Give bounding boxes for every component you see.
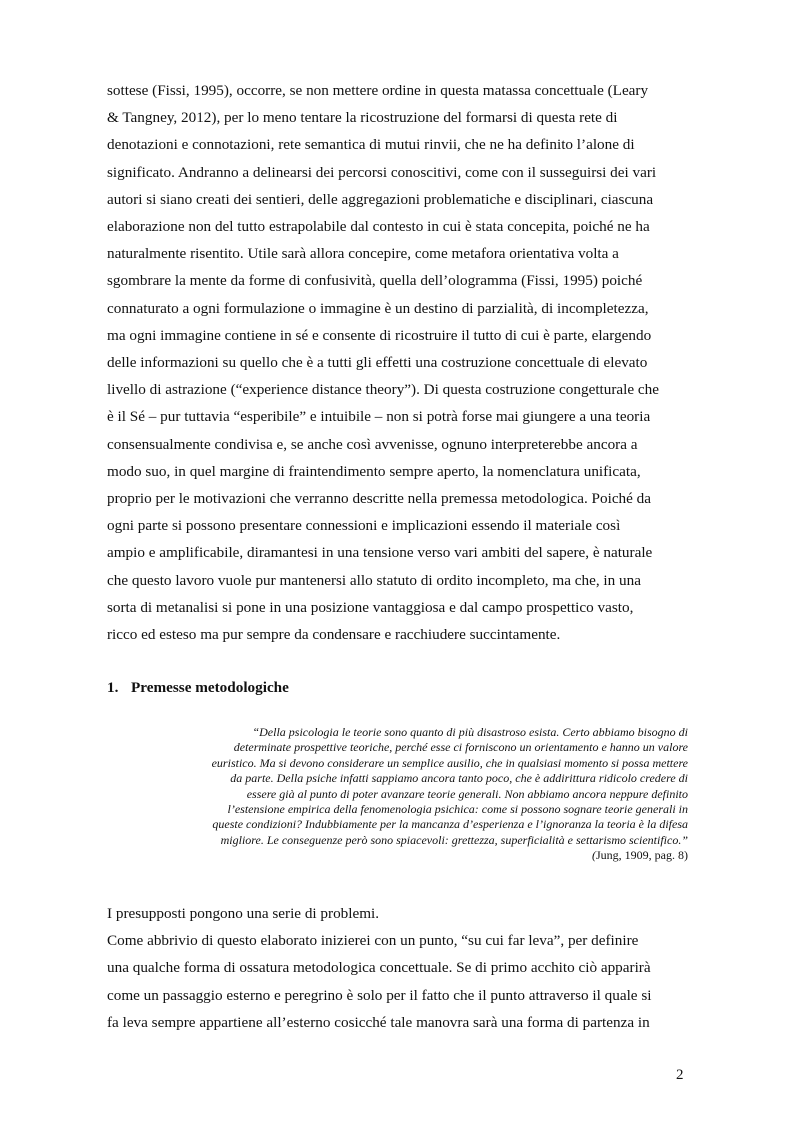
quote-line: l’estensione empirica della fenomenologia psichica: come si possono sognare teorie generali in [227,802,688,817]
quote-line: migliore. Le conseguenze però sono spiacevoli: grettezza, superficialità e settarismo scientifico.” [220,832,688,847]
quote-line: da parte. Della psiche infatti sappiamo ancora tanto poco, che è addirittura ridicolo credere di [230,771,688,786]
text-line: connaturato a ogni formulazione o immagine è un destino di parzialità, di incompletezza, [107,299,649,317]
text-line: delle informazioni su quello che è a tutti gli effetti una costruzione concettuale di elevato [107,354,648,372]
text-line: denotazioni e connotazioni, rete semantica di mutui rinvii, che ne ha definito l’alone di [107,136,635,154]
section-title: Premesse metodologiche [131,679,289,696]
text-line: sgombrare la mente da forme di confusività, quella dell’ologramma (Fissi, 1995) poiché [107,272,643,290]
quote-line: “Della psicologia le teorie sono quanto di più disastroso esista. Certo abbiamo bisogno di [252,725,688,739]
page-number: 2 [676,1067,684,1083]
text-line: ampio e amplificabile, diramantesi in una tensione verso vari ambiti del sapere, è naturale [107,544,653,562]
quote-line: euristico. Ma si devono considerare un semplice ausilio, che in qualsiasi momento si possa mettere [211,755,688,770]
quote-line: determinate prospettive teoriche, perché esse ci forniscono un orientamento e hanno un valore [233,740,688,755]
citation-open: ( [592,848,596,863]
citation-text: Jung, 1909, pag. 8) [596,848,688,863]
text-line: Come abbrivio di questo elaborato inizierei con un punto, “su cui far leva”, per definire [107,932,639,950]
text-line: naturalmente risentito. Utile sarà allora concepire, come metafora orientativa volta a [107,245,619,263]
quote-line: queste condizioni? Indubbiamente per la mancanza d’esperienza e l’ignoranza la teoria è la difesa [212,817,688,832]
text-line: proprio per le motivazioni che verranno descritte nella premessa metodologica. Poiché da [107,490,652,508]
text-line: modo suo, in quel margine di fraintendimento sempre aperto, la nomenclatura unificata, [107,462,641,480]
text-line: sottese (Fissi, 1995), occorre, se non mettere ordine in questa matassa concettuale (Leary [107,82,649,99]
text-line: è il Sé – pur tuttavia “esperibile” e intuibile – non si potrà forse mai giungere a una teoria [107,408,651,426]
text-line: ma ogni immagine contiene in sé e consente di ricostruire il tutto di cui è parte, elargendo [107,326,652,344]
quote-citation [140,848,688,863]
text-line: che questo lavoro vuole pur mantenersi allo statuto di ordito incompleto, ma che, in una [107,571,641,589]
epigraph-quote [140,725,688,864]
text-line: fa leva sempre appartiene all’esterno cosicché tale manovra sarà una forma di partenza in [107,1013,650,1031]
text-line: & Tangney, 2012), per lo meno tentare la ricostruzione del formarsi di questa rete di [107,109,618,127]
section-number: 1. [107,679,119,696]
text-line: significato. Andranno a delinearsi dei percorsi conoscitivi, come con il susseguirsi dei vari [107,163,657,181]
text-line: livello di astrazione (“experience distance theory”). Di questa costruzione congetturale che [107,381,659,399]
text-line: I presupposti pongono una serie di problemi. [107,905,380,922]
section-heading [107,676,289,700]
quote-line: essere già al punto di poter avanzare teorie generali. Non abbiamo ancora neppure definito [246,786,688,801]
text-line: elaborazione non del tutto estrapolabile dal contesto in cui è stata concepita, poiché ne ha [107,218,650,236]
text-line: consensualmente condivisa e, se anche così avvenisse, ognuno interpreterebbe ancora a [107,435,638,453]
text-line: sorta di metanalisi si pone in una posizione vantaggiosa e dal campo prospettico vasto, [107,598,634,616]
text-line: ogni parte si possono presentare connessioni e implicazioni essendo il materiale così [107,517,621,535]
text-line: come un passaggio esterno e peregrino è solo per il fatto che il punto attraverso il quale si [107,986,652,1004]
body-paragraph-1 [107,77,689,648]
body-paragraph-2 [107,900,689,1036]
text-line: autori si siano creati dei sentieri, delle aggregazioni problematiche e disciplinari, ciascuna [107,190,654,208]
text-line: una qualche forma di ossatura metodologica concettuale. Se di primo acchito ciò apparirà [107,959,651,977]
text-line: ricco ed esteso ma pur sempre da condensare e racchiudere succintamente. [107,626,561,644]
